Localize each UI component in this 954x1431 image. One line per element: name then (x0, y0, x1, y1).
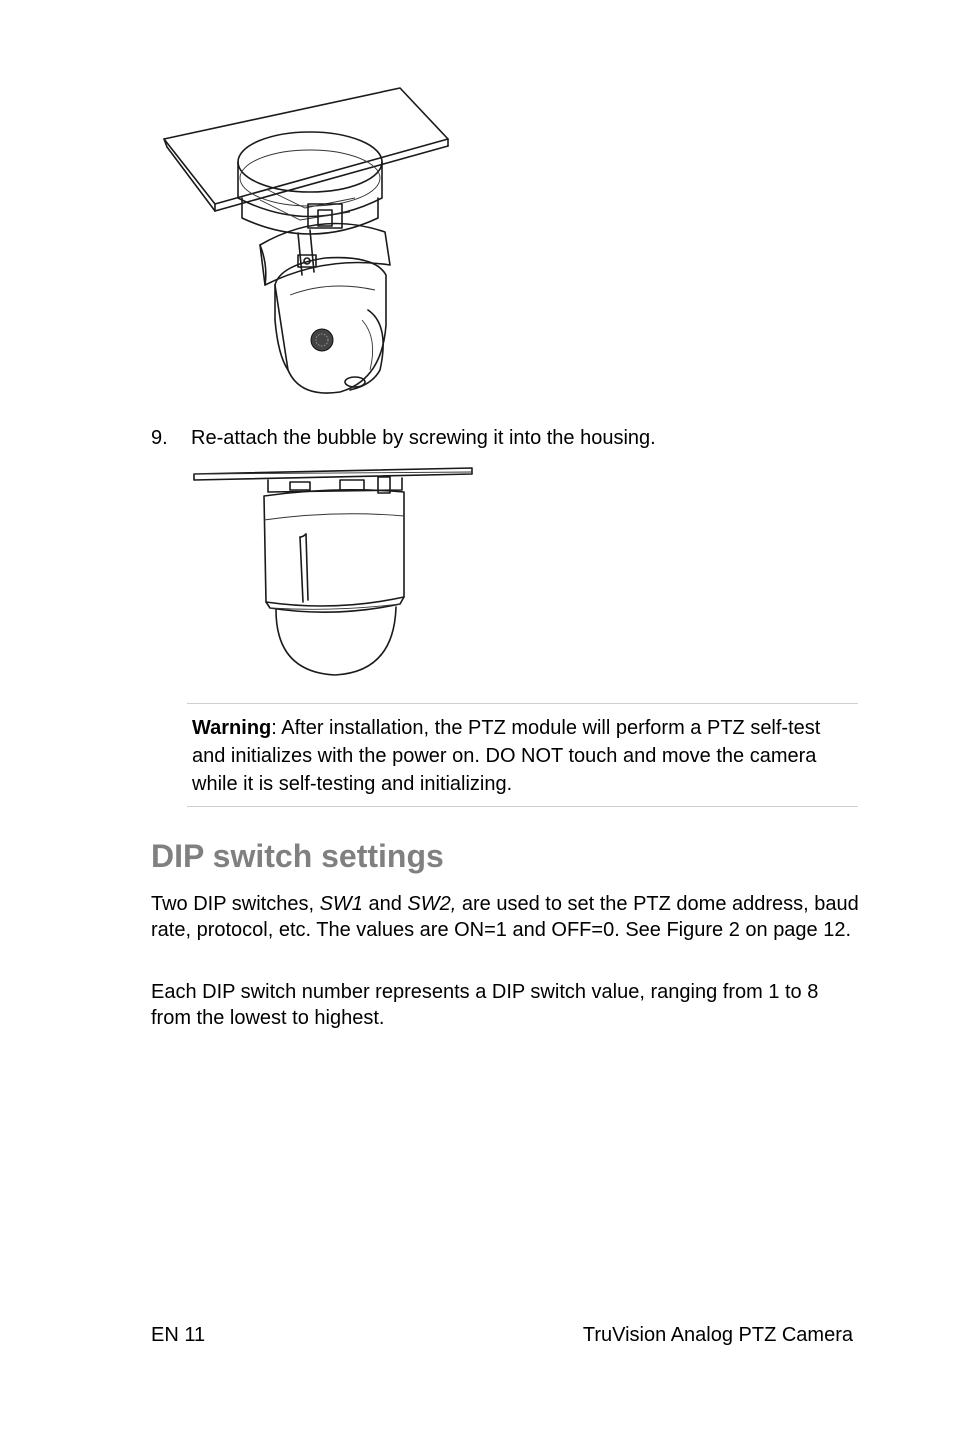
section-title: DIP switch settings (151, 838, 444, 874)
warning-label: Warning (192, 717, 272, 739)
step-text: Re-attach the bubble by screwing it into the housing. (191, 427, 656, 449)
step-item (151, 424, 656, 452)
body-paragraph: Each DIP switch number represents a DIP switch value, ranging from 1 to 8 from the lowest to highest. (151, 981, 819, 1029)
step-number: 9. (151, 427, 168, 449)
para-text: are used to set the PTZ dome address, baud rate, protocol, etc. The values are ON=1 and OFF=0. See Figure 2 on page 12. (151, 893, 859, 941)
sw2-label: SW2, (407, 893, 457, 915)
warning-box (187, 703, 858, 807)
warning-body: : After installation, the PTZ module will perform a PTZ self-test and initializes with the power on. DO NOT touch and move the camera while it is self-testing and initializing. (192, 717, 821, 795)
para-text: Two DIP switches, (151, 893, 320, 915)
document-title: TruVision Analog PTZ Camera (582, 1324, 853, 1346)
sw1-label: SW1 (319, 893, 363, 915)
page-number: EN 11 (151, 1324, 206, 1346)
body-paragraph (151, 891, 861, 943)
camera-with-bubble-illustration (190, 462, 480, 682)
para-text: and (362, 893, 408, 915)
camera-module-illustration (150, 80, 460, 405)
warning-text (192, 714, 832, 798)
